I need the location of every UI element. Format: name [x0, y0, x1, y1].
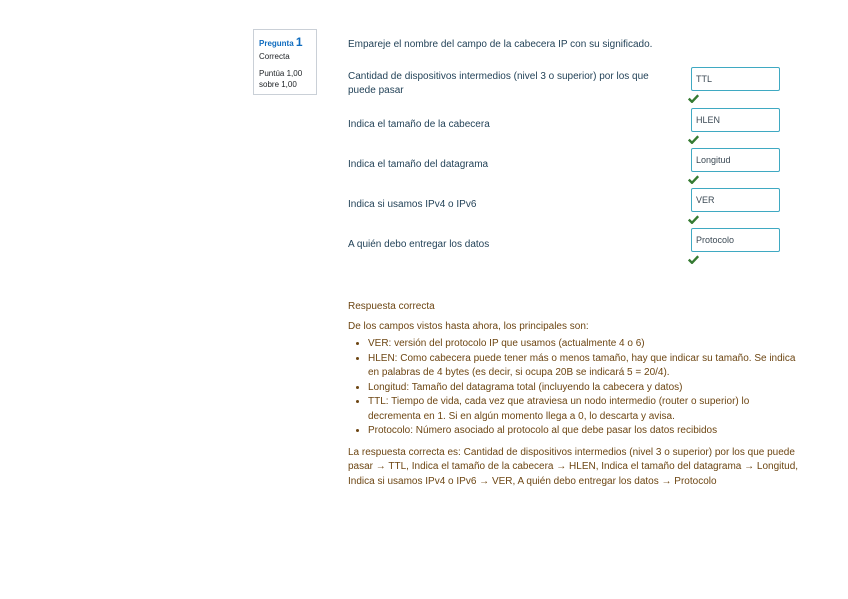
feedback-list — [348, 337, 803, 439]
grade-line-1: Puntúa 1,00 — [259, 69, 303, 78]
feedback-item-protocolo: • Protocolo: Número asociado al protocolo al que debe pasar los datos recibidos — [368, 424, 803, 439]
feedback-item-longitud: • Longitud: Tamaño del datagrama total (incluyendo la cabecera y datos) — [368, 381, 803, 396]
match-prompt-4: Indica si usamos IPv4 o IPv6 — [348, 199, 477, 210]
feedback-item-ver: • VER: versión del protocolo IP que usamos (actualmente 4 o 6) — [368, 337, 803, 352]
check-icon — [688, 135, 699, 144]
question-number — [259, 36, 311, 50]
match-select-4[interactable]: VER — [691, 188, 780, 212]
match-select-3[interactable]: Longitud — [691, 148, 780, 172]
question-state: Correcta — [259, 52, 290, 61]
check-icon — [688, 94, 699, 103]
match-select-1[interactable]: TTL — [691, 67, 780, 91]
question-text: Empareje el nombre del campo de la cabecera IP con su significado. — [348, 39, 653, 50]
feedback-panel — [348, 300, 803, 489]
check-icon — [688, 175, 699, 184]
match-select-5[interactable]: Protocolo — [691, 228, 780, 252]
match-prompt-5: A quién debo entregar los datos — [348, 239, 490, 250]
question-info-box — [253, 29, 317, 95]
grade-line-2: sobre 1,00 — [259, 80, 297, 89]
feedback-item-hlen: • HLEN: Como cabecera puede tener más o menos tamaño, hay que indicar su tamaño. Se indica en palabras de 4 bytes (es decir, si ocupa 20B se indicará 5 = 20/4). — [368, 352, 803, 381]
right-answer: La respuesta correcta es: Cantidad de dispositivos intermedios (nivel 3 o superior) por los que puede pasar → TTL, Indica el tamaño de la cabecera → HLEN, Indica el tamaño del datagrama → Longitud, Indica si usamos IPv4 o IPv6 → VER, A quién debo entregar los datos → Protocolo — [348, 446, 799, 487]
question-label: Pregunta — [259, 39, 294, 48]
check-icon — [688, 215, 699, 224]
feedback-intro: De los campos vistos hasta ahora, los principales son: — [348, 320, 589, 332]
question-number-value: 1 — [295, 35, 303, 49]
check-icon — [688, 255, 699, 264]
match-prompt-2: Indica el tamaño de la cabecera — [348, 119, 490, 130]
match-prompt-1: Cantidad de dispositivos intermedios (nivel 3 o superior) por los que puede pasar — [348, 71, 649, 96]
match-prompt-3: Indica el tamaño del datagrama — [348, 159, 489, 170]
match-select-2[interactable]: HLEN — [691, 108, 780, 132]
feedback-title: Respuesta correcta — [348, 301, 435, 312]
question-grade — [259, 68, 311, 90]
feedback-item-ttl: • TTL: Tiempo de vida, cada vez que atraviesa un nodo intermedio (router o superior) lo decrementa en 1. Si en algún momento llega a 0, lo descarta y avisa. — [368, 395, 803, 424]
